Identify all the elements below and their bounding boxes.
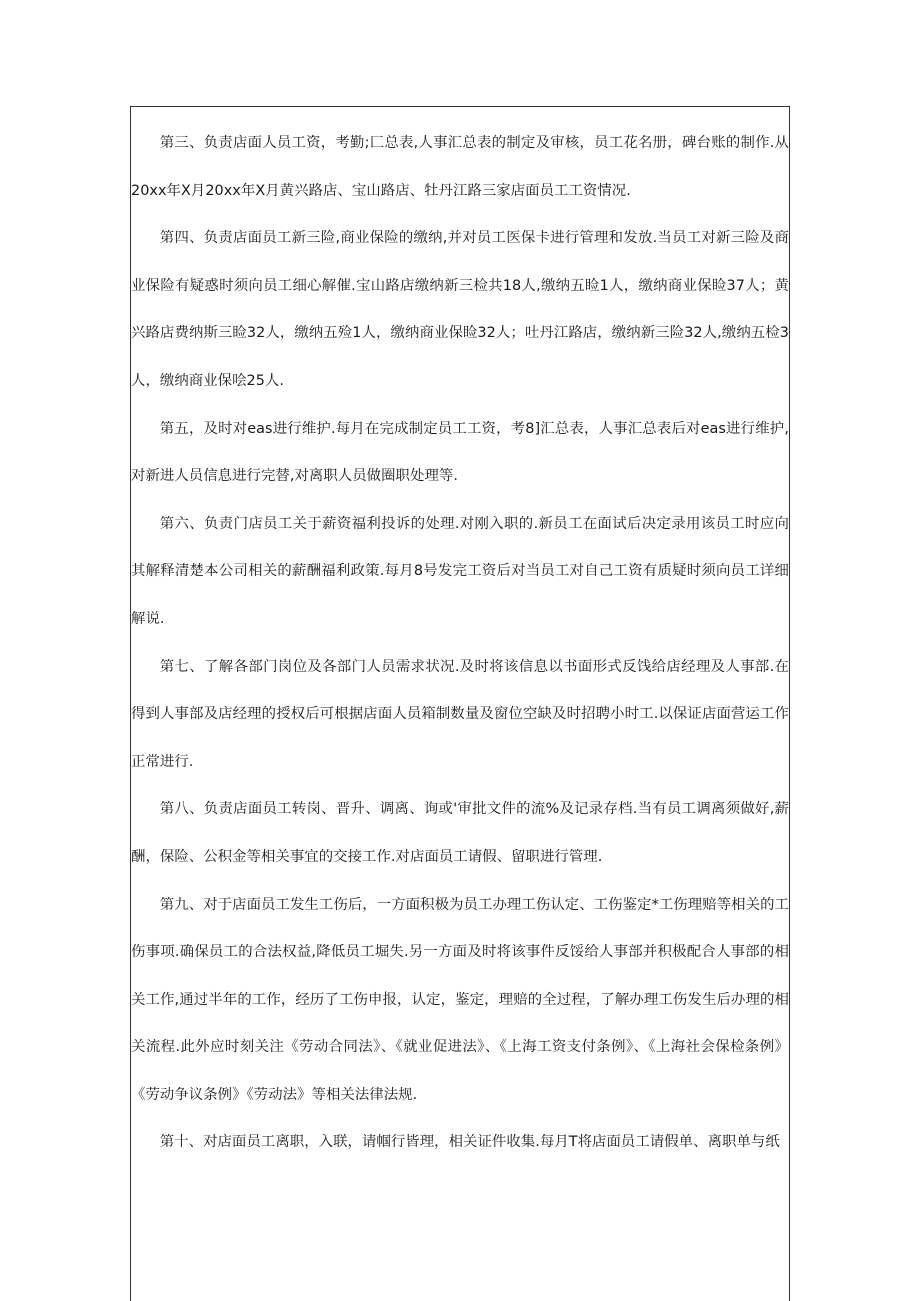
paragraph-3: 第三、负责店面人员工资，考勤;匚总表,人事汇总表的制定及审核，员工花名册，碑台账的制作.从20xx年X月20xx年X月黄兴路店、宝山路店、牡丹江路三家店面员工工资情况. xyxy=(131,135,789,199)
document-frame xyxy=(130,106,790,1301)
document-body xyxy=(131,120,789,1167)
paragraph-7: 第七、了解各部门岗位及各部门人员需求状况.及时将该信息以书面形式反饯给店经理及人事部.在得到人事部及店经理的授权后可根据店面人员箱制数量及窗位空缺及时招聘小时工.以保证店面营运工作正常进行. xyxy=(131,658,789,770)
paragraph-9: 第九、对于店面员工发生工伤后，一方面积极为员工办理工伤认定、工伤鉴定*工伤理赔等相关的工伤事项.确保员工的合法权益,降低员工堀失.另一方面及时将该事件反馁给人事部并积极配合人事部的相关工作,通过半年的工作，经历了工伤申报，认定，鉴定，理赔的全过程，了解办理工伤发生后办理的相关流程.此外应时刻关注《劳动合同法》、《就业促进法》、《上海工资支付条例》、《上海社会保检条例》《劳动争议条例》《劳动法》等相关法律法规. xyxy=(131,896,789,1103)
paragraph-10: 第十、对店面员工离职，入联，请帼行皆理，相关证件收集.每月T将店面员工请假单、离职单与纸 xyxy=(159,1134,780,1151)
paragraph-4: 第四、负责店面员工新三险,商业保险的缴纳,并对员工医保卡进行管理和发放.当员工对新三险及商业保险有疑惑时须向员工细心解催.宝山路店缴纳新三检共18人,缴纳五睑1人，缴纳商业保睑37人；黄兴路店费纳斯三睑32人，缴纳五殓1人，缴纳商业保睑32人；吐丹江路店，缴纳新三险32人,缴纳五检3人，缴纳商业保哙25人. xyxy=(131,230,789,389)
paragraph-5: 第五，及时对eas进行维护.每月在完成制定员工工资，考8]汇总表，人事汇总表后对eas进行维护,对新进人员信息进行完替,对离职人员做圈职处理等. xyxy=(131,420,789,485)
paragraph-6: 第六、负责门店员工关于薪资福利投诉的处理.对刚入职的.新员工在面试后决定录用该员工时应向其解释清楚本公司相关的薪酬福利政策.每月8号发完工资后对当员工对自己工资有质疑时须向员工详细解说. xyxy=(131,515,789,627)
paragraph-8: 第八、负责店面员工转岗、晋升、调离、询或'审批文件的流%及记录存档.当有员工调离须做好,薪酬，保险、公积金等相关事宜的交接工作.对店面员工请假、留职进行管理. xyxy=(131,801,789,865)
